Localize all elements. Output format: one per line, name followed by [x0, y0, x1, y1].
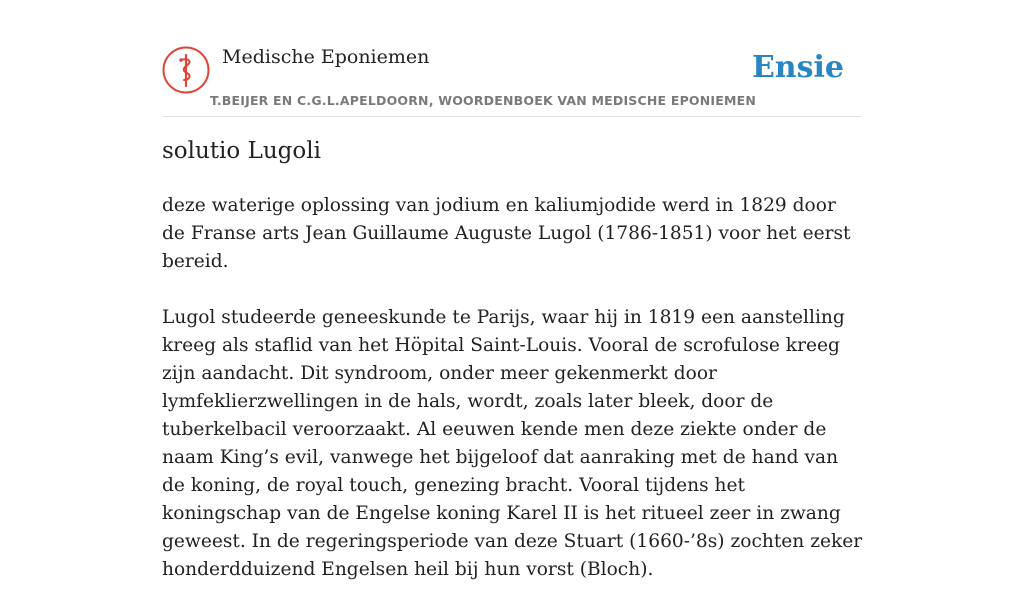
dictionary-source: T.BEIJER EN C.G.L.APELDOORN, WOORDENBOEK VAN MEDISCHE EPONIEMEN: [210, 93, 757, 108]
dictionary-title[interactable]: Medische Eponiemen: [222, 46, 430, 68]
entry-paragraph: deze waterige oplossing van jodium en kaliumjodide werd in 1829 door de Franse arts Jean Guillaume Auguste Lugol (1786-1851) voor het eerst bereid.: [162, 195, 851, 272]
entry-paragraph: Lugol studeerde geneeskunde te Parijs, waar hij in 1819 een aanstelling kreeg als staflid van het Höpital Saint-Louis. Vooral de scrofulose kreeg zijn aandacht. Dit syndroom, onder meer gekenmerkt door lymfeklierzwellingen in de hals, wordt, zoals later bleek, door de tuberkelbacil veroorzaakt. Al eeuwen kende men deze ziekte onder de naam King’s evil, vanwege het bijgeloof dat aanraking met de hand van de koning, de royal touch, genezing bracht. Vooral tijdens het koningschap van de Engelse koning Karel II is het ritueel zeer in zwang geweest. In de regeringsperiode van deze Stuart (1660-’8s) zochten zeker honderdduizend Engelsen heil bij hun vorst (Bloch).: [162, 307, 863, 580]
brand-logo[interactable]: Ensie: [751, 50, 844, 85]
dictionary-header: [162, 46, 862, 117]
entry-title: solutio Lugoli: [162, 138, 321, 164]
entry-content: [162, 192, 864, 612]
caduceus-icon[interactable]: [162, 46, 210, 94]
